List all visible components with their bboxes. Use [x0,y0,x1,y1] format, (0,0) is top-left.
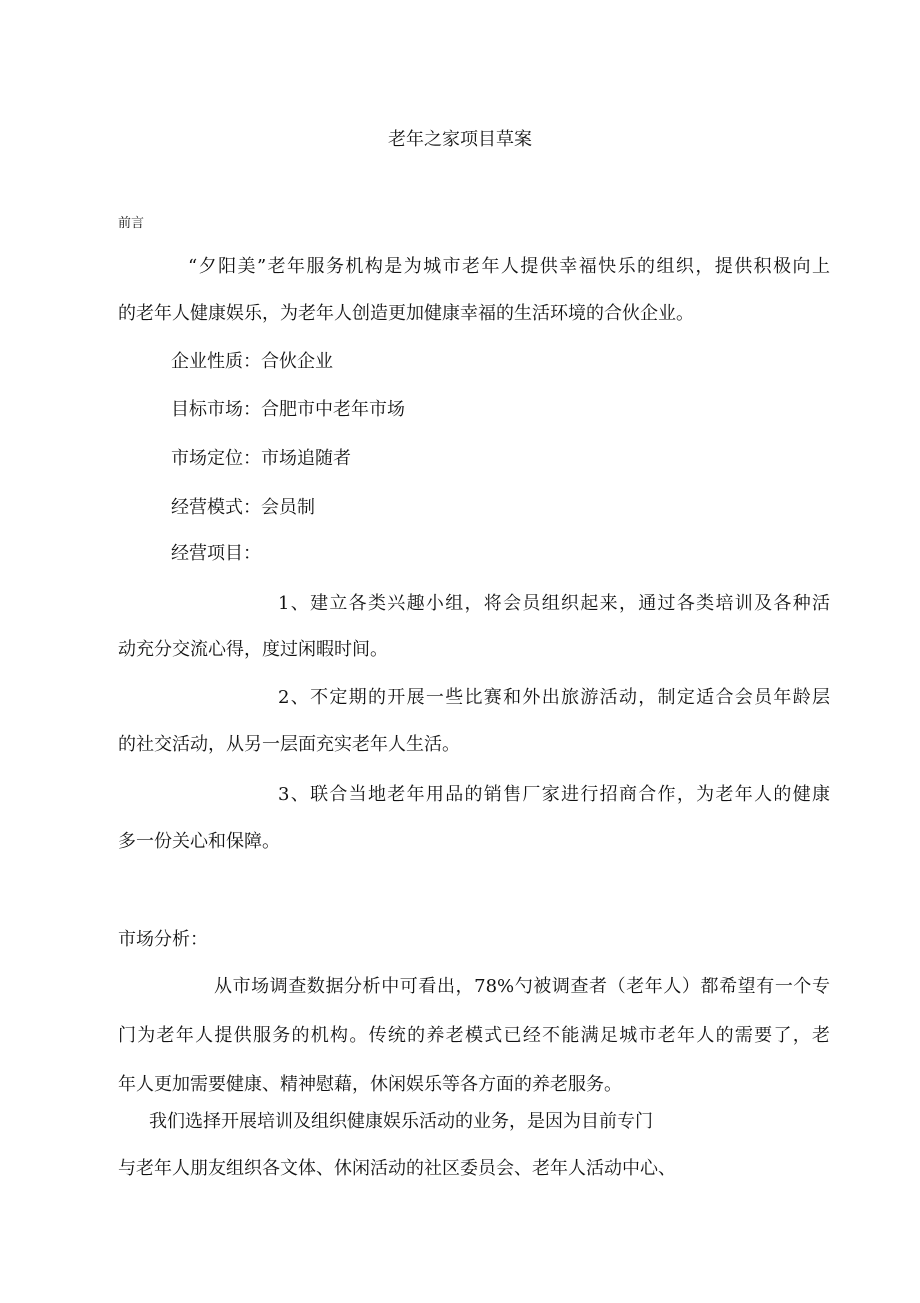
fact-market-positioning: 市场定位：市场追随者 [171,448,351,469]
document-title: 老年之家项目草案 [388,129,532,150]
project-2-line-1: 2、不定期的开展一些比赛和外出旅游活动，制定适合会员年龄层 [278,687,830,708]
preface-heading: 前言 [118,216,145,231]
market-line-4: 我们选择开展培训及组织健康娱乐活动的业务，是因为目前专门 [149,1111,653,1132]
fact-business-model: 经营模式：会员制 [171,497,315,518]
project-1-line-2: 动充分交流心得，度过闲暇时间。 [118,639,388,660]
market-line-5: 与老年人朋友组织各文体、休闲活动的社区委员会、老年人活动中心、 [118,1158,676,1179]
fact-target-market: 目标市场：合肥市中老年市场 [171,399,405,420]
market-line-2: 门为老年人提供服务的机构。传统的养老模式已经不能满足城市老年人的需要了，老 [118,1025,830,1046]
fact-business-projects: 经营项目： [171,543,261,564]
project-2-line-2: 的社交活动，从另一层面充实老年人生活。 [118,734,460,755]
intro-line-2: 的老年人健康娱乐，为老年人创造更加健康幸福的生活环境的合伙企业。 [118,303,694,324]
market-line-1: 从市场调查数据分析中可看出，78%勺被调查者（老年人）都希望有一个专 [214,976,830,997]
project-3-line-2: 多一份关心和保障。 [118,831,280,852]
market-line-3: 年人更加需要健康、精神慰藉，休闲娱乐等各方面的养老服务。 [118,1074,622,1095]
fact-enterprise-nature: 企业性质：合伙企业 [171,351,333,372]
project-1-line-1: 1、建立各类兴趣小组，将会员组织起来，通过各类培训及各种活 [278,593,830,614]
intro-line-1: “夕阳美”老年服务机构是为城市老年人提供幸福快乐的组织，提供积极向上 [188,256,830,277]
market-analysis-heading: 市场分析： [118,929,208,950]
project-3-line-1: 3、联合当地老年用品的销售厂家进行招商合作，为老年人的健康 [278,784,830,805]
